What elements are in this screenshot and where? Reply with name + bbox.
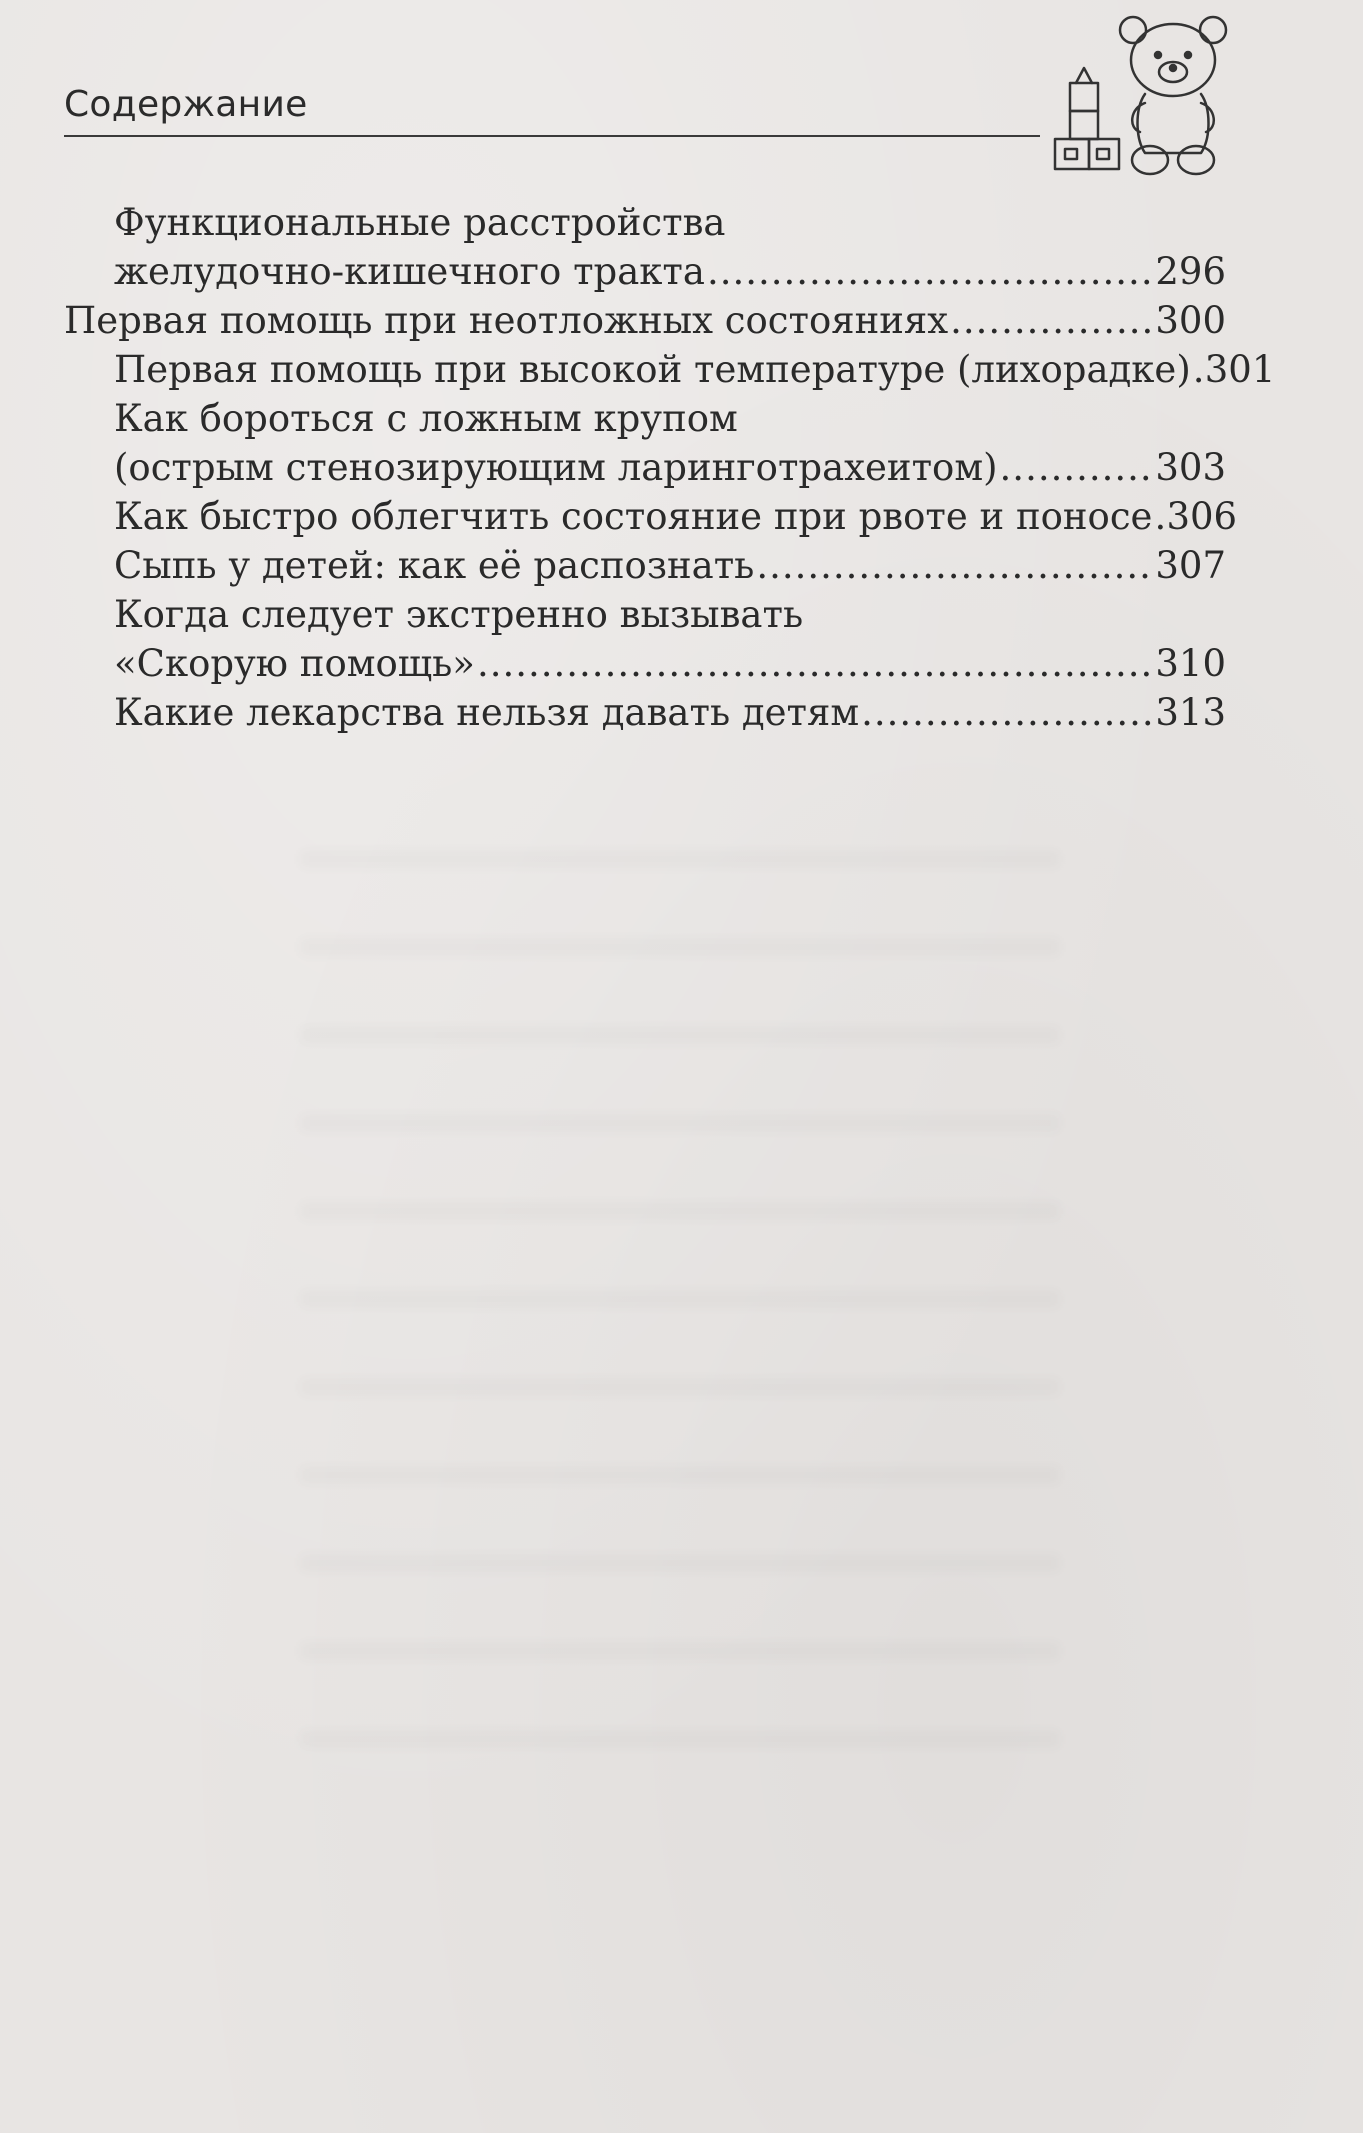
toc-leader-dots (861, 688, 1153, 737)
toc-entry (64, 688, 1226, 737)
toc-leader-dots (477, 639, 1153, 688)
header-rule (64, 135, 1040, 137)
toc-leader-dots (1193, 345, 1203, 394)
toc-leader-dots (1154, 492, 1164, 541)
toc-entry-title: Первая помощь при высокой температуре (лихорадке) (114, 348, 1191, 391)
toc-entry-title: Сыпь у детей: как её распознать (114, 544, 755, 587)
toc-entry (64, 639, 1226, 688)
toc-entry-line: Функциональные расстройства (114, 201, 726, 244)
toc-entry (64, 443, 1226, 492)
toc-leader-dots (707, 247, 1153, 296)
toc-entry-title: «Скорую помощь» (114, 642, 475, 685)
toc-entry (64, 541, 1226, 590)
toc-page-number: 303 (1155, 446, 1226, 489)
toc-entry-line: Как бороться с ложным крупом (114, 397, 738, 440)
toc-entry (64, 345, 1276, 394)
toc-entry-line: Когда следует экстренно вызывать (114, 593, 804, 636)
toc-entry-title: Первая помощь при неотложных состояниях (64, 299, 949, 342)
toc-page-number: 296 (1155, 250, 1226, 293)
table-of-contents (64, 198, 1276, 737)
toc-section-entry (64, 296, 1226, 345)
toc-leader-dots (756, 541, 1153, 590)
toc-entry (64, 492, 1238, 541)
toc-entry-title: желудочно-кишечного тракта (114, 250, 705, 293)
toc-page-number: 301 (1204, 348, 1276, 391)
toc-leader-dots (1000, 443, 1154, 492)
toc-page-number: 300 (1155, 299, 1226, 342)
toc-page-number: 306 (1166, 495, 1238, 538)
teddy-bear-with-blocks-icon (1050, 8, 1235, 183)
running-header-title: Содержание (64, 84, 308, 125)
toc-page-number: 307 (1155, 544, 1226, 587)
toc-entry-title: Какие лекарства нельзя давать детям (114, 691, 860, 734)
bleed-through-texture (300, 780, 1060, 1800)
toc-entry-title: (острым стенозирующим ларинготрахеитом) (114, 446, 998, 489)
toc-leader-dots (950, 296, 1153, 345)
toc-page-number: 313 (1155, 691, 1226, 734)
toc-entry-title: Как быстро облегчить состояние при рвоте и поносе (114, 495, 1153, 538)
toc-entry (64, 247, 1226, 296)
toc-page-number: 310 (1155, 642, 1226, 685)
